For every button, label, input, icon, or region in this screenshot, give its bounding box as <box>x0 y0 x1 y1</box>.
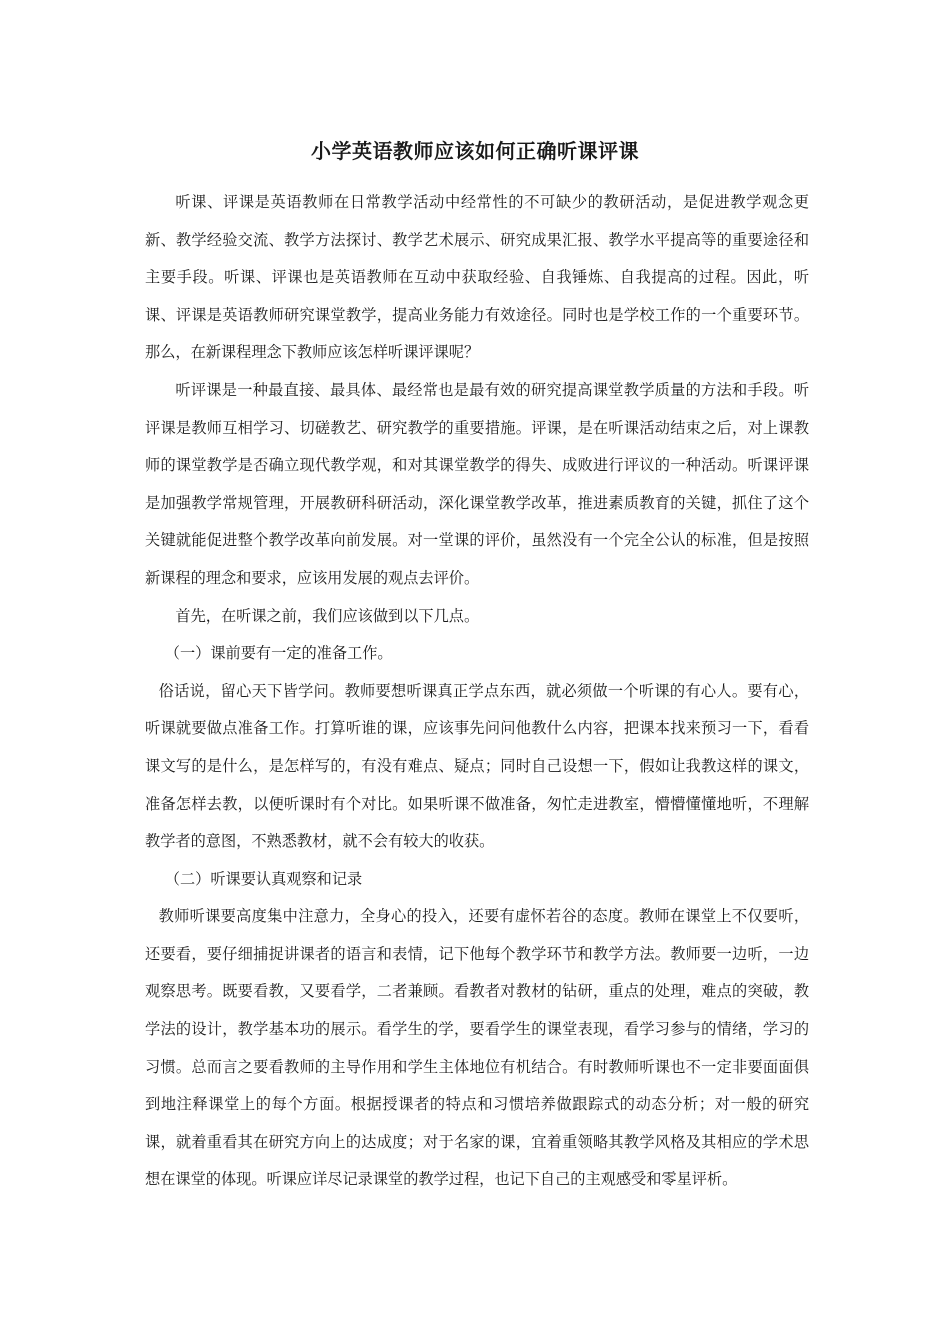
paragraph-preparation: 俗话说，留心天下皆学问。教师要想听课真正学点东西，就必须做一个听课的有心人。要有心，听课就要做点准备工作。打算听谁的课，应该事先问问他教什么内容，把课本找来预习一下，看看课文写的是什么，是怎样写的，有没有难点、疑点；同时自己设想一下，假如让我教这样的课文，准备怎样去教，以便听课时有个对比。如果听课不做准备，匆忙走进教室，懵懵懂懂地听，不理解教学者的意图，不熟悉教材，就不会有较大的收获。 <box>145 681 809 851</box>
document-body <box>145 184 809 1199</box>
paragraph-definition: 听评课是一种最直接、最具体、最经常也是最有效的研究提高课堂教学质量的方法和手段。听评课是教师互相学习、切磋教艺、研究教学的重要措施。评课，是在听课活动结束之后，对上课教师的课堂教学是否确立现代教学观，和对其课堂教学的得失、成败进行评议的一种活动。听课评课是加强教学常规管理，开展教研科研活动，深化课堂教学改革，推进素质教育的关键，抓住了这个关键就能促进整个教学改革向前发展。对一堂课的评价，虽然没有一个完全公认的标准，但是按照新课程的理念和要求，应该用发展的观点去评价。 <box>145 380 809 587</box>
heading-section-2: （二）听课要认真观察和记录 <box>164 869 363 888</box>
paragraph-first: 首先，在听课之前，我们应该做到以下几点。 <box>175 606 480 625</box>
paragraph-observation: 教师听课要高度集中注意力，全身心的投入，还要有虚怀若谷的态度。教师在课堂上不仅要听，还要看，要仔细捕捉讲课者的语言和表情，记下他每个教学环节和教学方法。教师要一边听，一边观察思考。既要看教，又要看学，二者兼顾。看教者对教材的钻研，重点的处理，难点的突破，教学法的设计，教学基本功的展示。看学生的学，要看学生的课堂表现，看学习参与的情绪，学习的习惯。总而言之要看教师的主导作用和学生主体地位有机结合。有时教师听课也不一定非要面面俱到地注释课堂上的每个方面。根据授课者的特点和习惯培养做跟踪式的动态分析；对一般的研究课，就着重看其在研究方向上的达成度；对于名家的课，宜着重领略其教学风格及其相应的学术思想在课堂的体现。听课应详尽记录课堂的教学过程，也记下自己的主观感受和零星评析。 <box>145 907 809 1189</box>
document-title: 小学英语教师应该如何正确听课评课 <box>311 139 639 163</box>
paragraph-intro: 听课、评课是英语教师在日常教学活动中经常性的不可缺少的教研活动，是促进教学观念更新、教学经验交流、教学方法探讨、教学艺术展示、研究成果汇报、教学水平提高等的重要途径和主要手段。听课、评课也是英语教师在互动中获取经验、自我锤炼、自我提高的过程。因此，听课、评课是英语教师研究课堂教学，提高业务能力有效途径。同时也是学校工作的一个重要环节。那么，在新课程理念下教师应该怎样听课评课呢？ <box>145 193 809 362</box>
heading-section-1: （一）课前要有一定的准备工作。 <box>164 644 393 663</box>
